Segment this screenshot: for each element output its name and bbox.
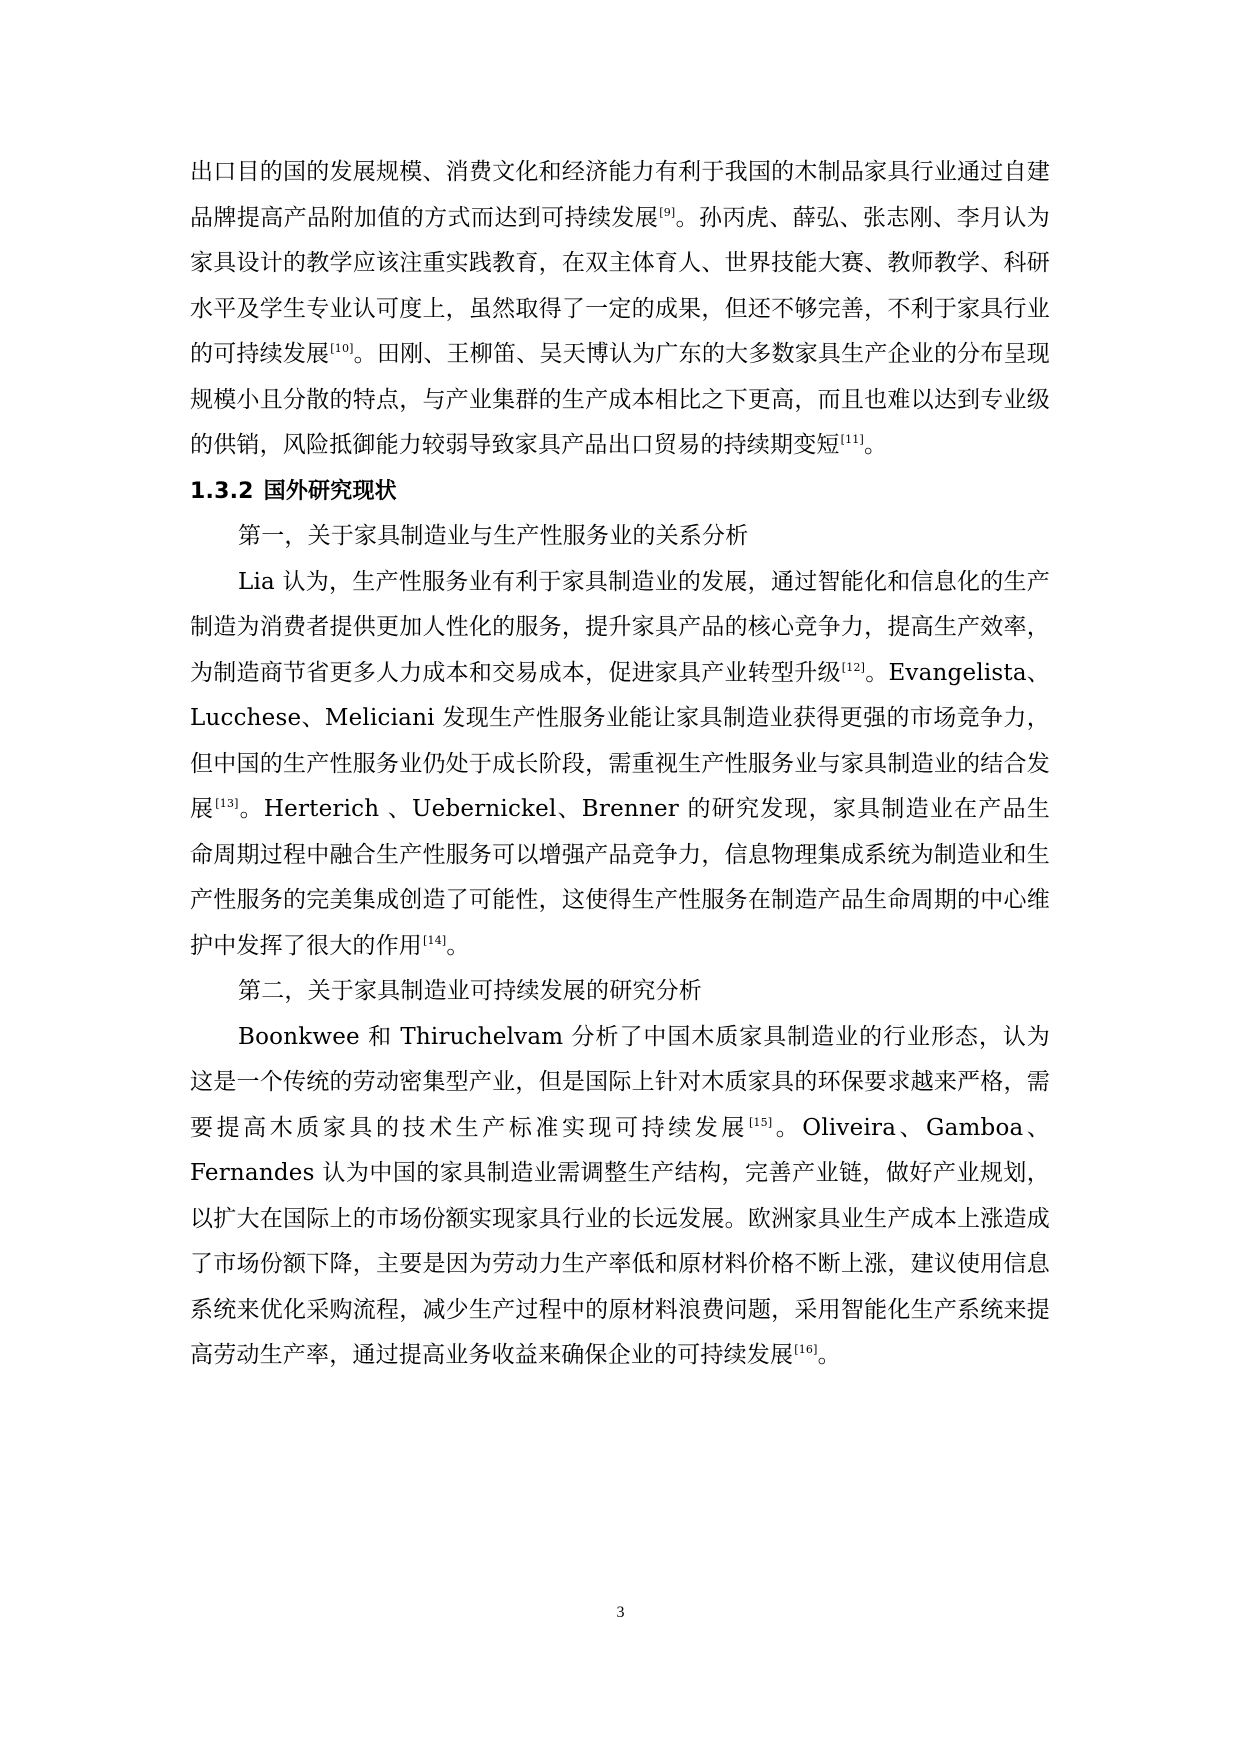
- text-run: 。Evangelista、Lucchese、Meliciani 发现生产性服务业能让家具制造业获得更强的市场竞争力，但中国的生产性服务业仍处于成长阶段，需重视生产性服务业与家具制造业的结合发展: [190, 659, 1050, 822]
- citation: [12]: [841, 660, 866, 674]
- text-run: Lia 认为，生产性服务业有利于家具制造业的发展，通过智能化和信息化的生产制造为消费者提供更加人性化的服务，提升家具产品的核心竞争力，提高生产效率，为制造商节省更多人力成本和交易成本，促进家具产业转型升级: [190, 568, 1050, 686]
- citation: [14]: [423, 933, 447, 947]
- section-number: 1.3.2: [190, 478, 254, 504]
- text-run: 。: [817, 1342, 841, 1368]
- text-run: Boonkwee 和 Thiruchelvam 分析了中国木质家具制造业的行业形态，认为这是一个传统的劳动密集型产业，但是国际上针对木质家具的环保要求越来严格，需要提高木质家具的技术生产标准实现可持续发展: [190, 1023, 1050, 1141]
- text-run: 。孙丙虎、薛弘、张志刚、李月认为家具设计的教学应该注重实践教育，在双主体育人、世界技能大赛、教师教学、科研水平及学生专业认可度上，虽然取得了一定的成果，但还不够完善，不利于家具行业的可持续发展: [190, 204, 1051, 367]
- citation: [10]: [330, 342, 354, 355]
- text-run: 。田刚、王柳笛、吴天博认为广东的大多数家具生产企业的分布呈现规模小且分散的特点，与产业集群的生产成本相比之下更高，而且也难以达到专业级的供销，风险抵御能力较弱导致家具产品出口贸易的持续期变短: [190, 341, 1051, 458]
- page-number: 3: [616, 1604, 625, 1621]
- citation: [9]: [659, 205, 676, 219]
- paragraph-sustainability: [190, 1015, 1050, 1379]
- citation: [13]: [215, 797, 239, 810]
- text-run: 。: [864, 432, 888, 458]
- text-run: 。Oliveira、Gamboa、Fernandes 认为中国的家具制造业需调整生产结构，完善产业链，做好产业规划，以扩大在国际上的市场份额实现家具行业的长远发展。欧洲家具业生产成本上涨造成了市场份额下降，主要是因为劳动力生产率低和原材料价格不断上涨，建议使用信息系统来优化采购流程，减少生产过程中的原材料浪费问题，采用智能化生产系统来提高劳动生产率，通过提高业务收益来确保企业的可持续发展: [190, 1114, 1050, 1368]
- section-heading: [190, 469, 1050, 515]
- paragraph-domestic-continued: [190, 150, 1050, 469]
- subheading-relationship: 第一，关于家具制造业与生产性服务业的关系分析: [238, 523, 749, 549]
- text-run: 出口目的国的发展规模、消费文化和经济能力有利于我国的木制品家具行业通过自建品牌提高产品附加值的方式而达到可持续发展: [190, 159, 1050, 231]
- citation: [11]: [840, 433, 864, 446]
- subheading-sustainability: 第二，关于家具制造业可持续发展的研究分析: [238, 978, 702, 1004]
- text-run: 。: [446, 932, 470, 959]
- text-run: 。Herterich 、Uebernickel、Brenner 的研究发现，家具制造业在产品生命周期过程中融合生产性服务可以增强产品竞争力，信息物理集成系统为制造业和生产性服务的完美集成创造了可能性，这使得生产性服务在制造产品生命周期的中心维护中发挥了很大的作用: [190, 796, 1051, 959]
- citation: [16]: [794, 1343, 818, 1356]
- body-text: [190, 150, 1050, 1379]
- section-title: 国外研究现状: [263, 478, 397, 504]
- paragraph-services: [190, 560, 1050, 970]
- citation: [15]: [748, 1115, 773, 1129]
